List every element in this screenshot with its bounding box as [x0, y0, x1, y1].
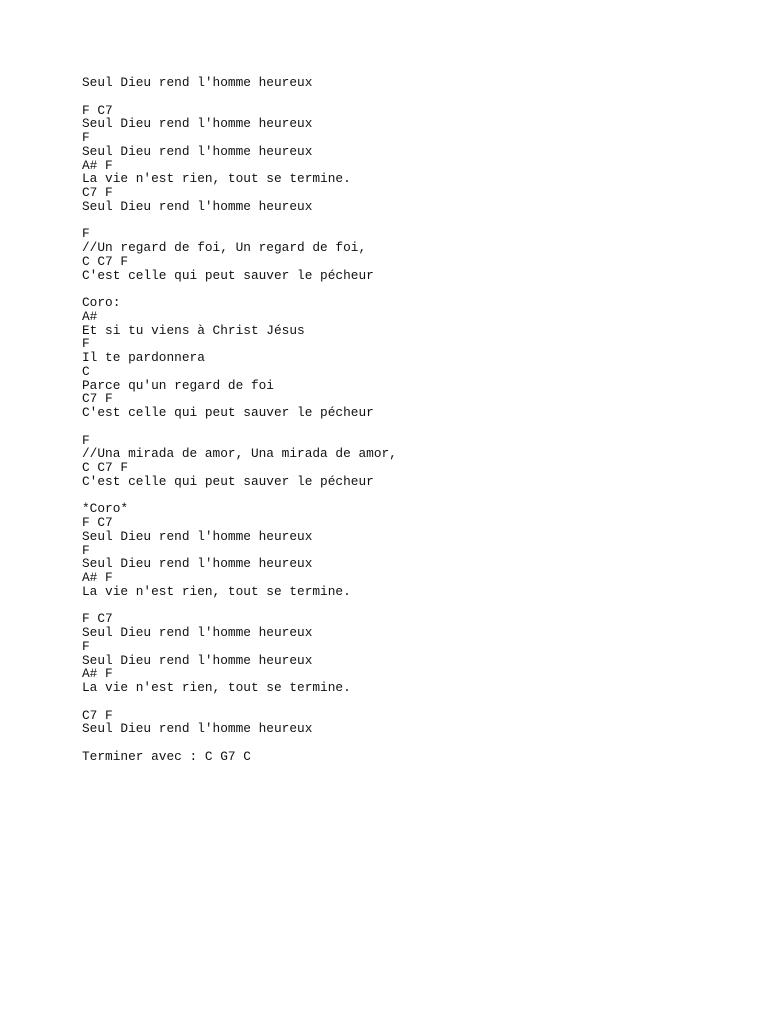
blank-line	[82, 489, 722, 503]
blank-line	[82, 282, 722, 296]
lyric-line: Seul Dieu rend l'homme heureux	[82, 625, 313, 640]
chord-line: F C7	[82, 515, 113, 530]
blank-line	[82, 736, 722, 750]
lyric-line: La vie n'est rien, tout se termine.	[82, 583, 351, 599]
lyric-line: La vie n'est rien, tout se termine.	[82, 680, 351, 695]
lyric-line: C'est celle qui peut sauver le pécheur	[82, 267, 374, 283]
chord-line: F C7	[82, 611, 113, 627]
blank-line	[82, 90, 722, 104]
lyric-line: Seul Dieu rend l'homme heureux	[82, 721, 313, 737]
chord-line: F	[82, 542, 90, 558]
lyric-line: Il te pardonnera	[82, 350, 205, 365]
lyric-line: C'est celle qui peut sauver le pécheur	[82, 405, 374, 420]
chord-line: F	[82, 638, 90, 654]
lyric-line: Seul Dieu rend l'homme heureux	[82, 116, 313, 132]
lyric-line: Seul Dieu rend l'homme heureux	[82, 198, 313, 214]
chord-line: F C7	[82, 102, 113, 118]
section-label: Coro:	[82, 295, 121, 310]
section-label: *Coro*	[82, 501, 129, 517]
lyric-line: Parce qu'un regard de foi	[82, 377, 274, 393]
chord-line: C	[82, 363, 90, 379]
lyric-line: Seul Dieu rend l'homme heureux	[82, 556, 313, 572]
chord-line: C7 F	[82, 707, 113, 723]
chord-line: C7 F	[82, 391, 113, 407]
chord-line: A# F	[82, 570, 113, 585]
chord-line: A#	[82, 308, 98, 324]
blank-line	[82, 420, 722, 434]
chord-line: A# F	[82, 157, 113, 173]
chord-line: C C7 F	[82, 460, 129, 475]
lyric-line: Seul Dieu rend l'homme heureux	[82, 143, 313, 159]
blank-line	[82, 214, 722, 228]
lyric-line: //Un regard de foi, Un regard de foi,	[82, 240, 367, 255]
chord-line: F	[82, 336, 90, 352]
lyric-line: La vie n'est rien, tout se termine.	[82, 171, 351, 187]
chord-line: A# F	[82, 666, 113, 682]
chord-line: F	[82, 130, 90, 145]
lyric-line: C'est celle qui peut sauver le pécheur	[82, 473, 374, 489]
lyric-line: Seul Dieu rend l'homme heureux	[82, 652, 313, 668]
lyric-line: //Una mirada de amor, Una mirada de amor,	[82, 446, 397, 462]
chord-line: F	[82, 226, 90, 242]
chord-line: F	[82, 432, 90, 448]
song-sheet	[82, 76, 722, 764]
chord-line: C7 F	[82, 185, 113, 200]
lyric-line: Seul Dieu rend l'homme heureux	[82, 528, 313, 544]
ending-instruction: Terminer avec : C G7 C	[82, 748, 251, 764]
blank-line	[82, 599, 722, 613]
title-line: Seul Dieu rend l'homme heureux	[82, 75, 313, 90]
blank-line	[82, 695, 722, 709]
lyric-line: Et si tu viens à Christ Jésus	[82, 322, 305, 338]
chord-line: C C7 F	[82, 253, 129, 269]
